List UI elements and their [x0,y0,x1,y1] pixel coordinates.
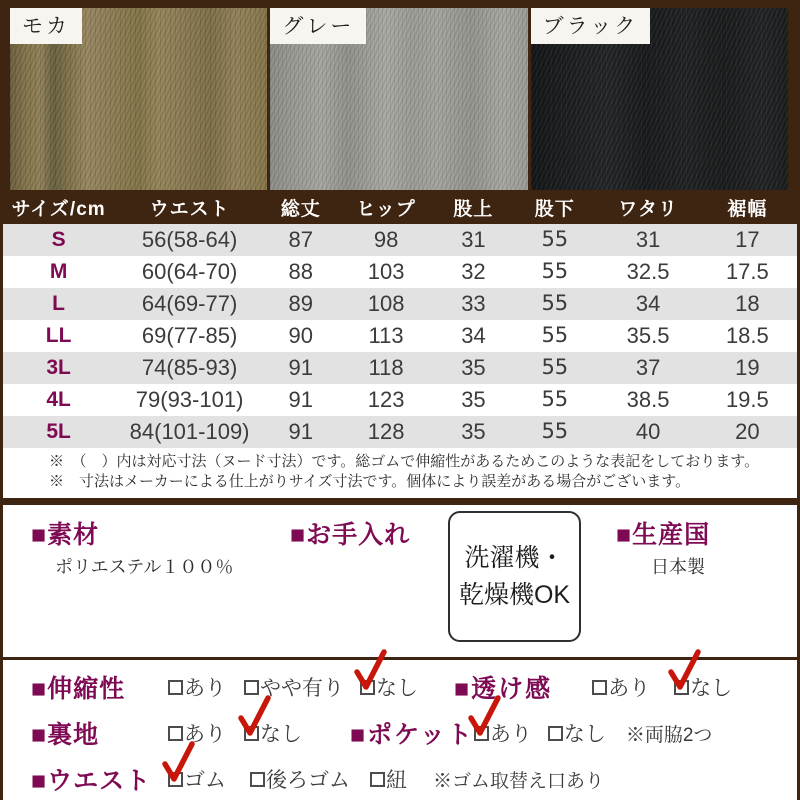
size-value: 113 [336,320,435,352]
checkbox-label: あり [184,723,226,746]
swatch-label-black: ブラック [531,8,651,44]
size-value: 60(64-70) [114,256,265,288]
spec-heading-lining: ■裏地 [31,721,100,749]
size-table-row [3,256,797,288]
size-label: 3L [3,352,114,384]
note-line: ※ （ ）内は対応寸法（ヌード寸法）です。総ゴムで伸縮性があるためこのような表記をしております。 [49,453,760,470]
size-table-column-header: サイズ/cm [3,190,114,224]
size-value: 56(58-64) [114,224,265,256]
size-value: 128 [336,416,435,448]
size-value: 55 [511,256,598,288]
checkbox-label: なし [260,723,302,746]
size-value: 17.5 [698,256,797,288]
size-value: 108 [336,288,435,320]
checkbox-icon [250,772,265,787]
size-value: 32 [436,256,511,288]
checkbox-pockets-yes [474,718,532,748]
size-label: M [3,256,114,288]
checkbox-lining-none [244,718,302,748]
size-table-row [3,416,797,448]
care-heading: ■お手入れ [290,521,411,549]
care-instruction-box [448,511,581,642]
checkbox-icon [370,772,385,787]
size-label: LL [3,320,114,352]
size-value: 35 [436,416,511,448]
size-table-header-row [3,190,797,224]
checkbox-lining-yes [168,718,226,748]
checkbox-sheer-none [674,672,732,702]
checkbox-icon [168,680,183,695]
section-divider [3,498,797,505]
checkbox-stretch-slight [244,672,344,702]
size-value: 31 [436,224,511,256]
size-value: 35 [436,384,511,416]
size-label: S [3,224,114,256]
checkbox-sheer-yes [592,672,650,702]
fabric-swatches [10,8,788,190]
size-value: 91 [265,416,336,448]
spec-note-waist: ※ゴム取替え口あり [433,770,605,792]
checkbox-label: なし [376,677,418,700]
size-table-row [3,384,797,416]
size-value: 55 [511,224,598,256]
checkbox-icon [244,680,259,695]
size-value: 98 [336,224,435,256]
checkbox-waist-elastic [168,764,226,794]
size-value: 55 [511,416,598,448]
size-value: 91 [265,384,336,416]
checkbox-label: やや有り [260,677,344,700]
size-table-column-header: 総丈 [265,190,336,224]
size-value: 55 [511,352,598,384]
size-value: 17 [698,224,797,256]
size-table-column-header: ヒップ [336,190,435,224]
size-value: 40 [598,416,697,448]
checkbox-waist-drawstring [370,764,407,794]
checkbox-label: なし [690,677,733,700]
size-value: 33 [436,288,511,320]
fabric-swatch-black [531,8,788,190]
size-table-row [3,320,797,352]
size-value: 55 [511,288,598,320]
size-table-column-header: 裾幅 [698,190,797,224]
checkbox-label: なし [563,723,606,746]
checkbox-waist-back-elastic [250,764,350,794]
size-notes [3,448,797,498]
checkbox-stretch-yes [168,672,226,702]
spec-note-pockets: ※両脇2つ [625,724,713,746]
country-heading: ■生産国 [616,521,711,549]
swatch-label-gray: グレー [270,8,366,44]
size-value: 88 [265,256,336,288]
checkbox-pockets-none [548,718,606,748]
checkbox-icon [168,772,183,787]
size-value: 90 [265,320,336,352]
size-value: 20 [698,416,797,448]
size-table-column-header: 股上 [436,190,511,224]
checkbox-label: 後ろゴム [266,769,350,792]
size-value: 64(69-77) [114,288,265,320]
size-table-column-header: 股下 [511,190,598,224]
size-value: 31 [598,224,697,256]
checkbox-icon [674,680,689,695]
size-value: 18.5 [698,320,797,352]
checkbox-label: ゴム [184,769,226,792]
size-value: 118 [336,352,435,384]
spec-heading-sheerness: ■透け感 [454,675,553,703]
size-value: 103 [336,256,435,288]
size-table-row [3,224,797,256]
size-value: 32.5 [598,256,697,288]
country-value: 日本製 [651,557,705,577]
spec-checklist-section [3,660,797,800]
size-value: 55 [511,320,598,352]
size-value: 18 [698,288,797,320]
checkbox-icon [592,680,607,695]
checkbox-icon [548,726,563,741]
fabric-swatch-gray [270,8,527,190]
size-table-column-header: ワタリ [598,190,697,224]
checkbox-icon [168,726,183,741]
swatch-label-mocha: モカ [10,8,82,44]
size-table-row [3,352,797,384]
size-value: 55 [511,384,598,416]
size-label: 4L [3,384,114,416]
checkbox-icon [474,726,489,741]
material-heading: ■素材 [31,521,100,549]
size-value: 35 [436,352,511,384]
checkbox-icon [360,680,375,695]
size-table [3,190,797,448]
spec-heading-pockets: ■ポケット [350,721,474,749]
spec-heading-waist: ■ウエスト [31,767,152,795]
care-box-line: 洗濯機・ [464,544,565,573]
checkbox-label: あり [184,677,226,700]
size-label: 5L [3,416,114,448]
checkbox-stretch-none [360,672,418,702]
checkbox-label: あり [608,677,651,700]
checkbox-label: 紐 [386,769,407,792]
size-value: 34 [436,320,511,352]
size-value: 35.5 [598,320,697,352]
size-value: 84(101-109) [114,416,265,448]
size-table-column-header: ウエスト [114,190,265,224]
note-line: ※ 寸法はメーカーによる仕上がりサイズ寸法です。個体により誤差がある場合がございます。 [49,473,691,490]
size-label: L [3,288,114,320]
care-box-line: 乾燥機OK [458,580,571,609]
size-value: 69(77-85) [114,320,265,352]
material-value: ポリエステル１００％ [55,557,234,577]
spec-row-stretch [31,664,797,710]
fabric-swatch-mocha [10,8,267,190]
size-value: 38.5 [598,384,697,416]
size-value: 91 [265,352,336,384]
size-value: 19.5 [698,384,797,416]
checkbox-label: あり [489,723,532,746]
spec-row-lining [31,710,797,756]
spec-row-waist [31,756,797,800]
checkbox-icon [244,726,259,741]
size-table-row [3,288,797,320]
spec-heading-stretch: ■伸縮性 [31,675,126,703]
size-value: 19 [698,352,797,384]
size-value: 79(93-101) [114,384,265,416]
size-value: 74(85-93) [114,352,265,384]
product-info-section [3,505,797,657]
size-value: 123 [336,384,435,416]
size-value: 89 [265,288,336,320]
size-value: 37 [598,352,697,384]
size-value: 87 [265,224,336,256]
size-value: 34 [598,288,697,320]
